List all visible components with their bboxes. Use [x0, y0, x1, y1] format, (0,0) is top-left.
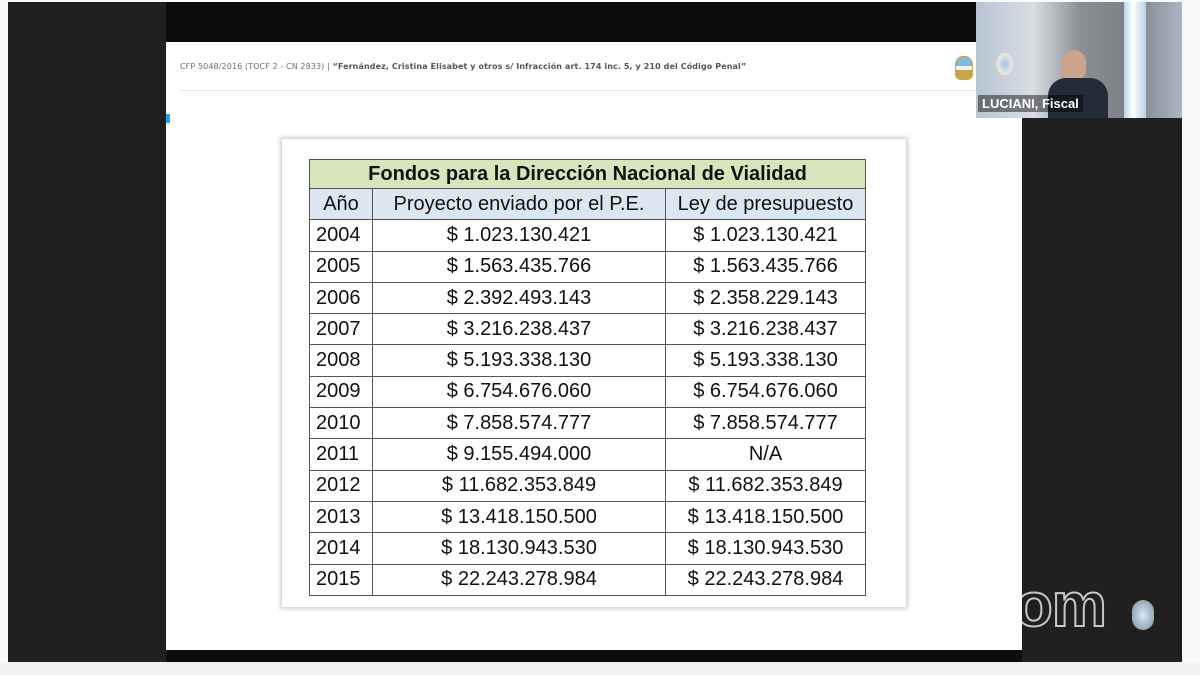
table-row	[310, 282, 866, 313]
project-value-cell: $ 2.392.493.143	[373, 282, 666, 313]
column-header-project: Proyecto enviado por el P.E.	[373, 189, 666, 220]
year-cell: 2007	[310, 314, 373, 345]
header-divider	[180, 90, 980, 91]
table-row	[310, 376, 866, 407]
budget-value-cell: $ 7.858.574.777	[666, 408, 866, 439]
project-value-cell: $ 1.023.130.421	[373, 220, 666, 251]
project-value-cell: $ 11.682.353.849	[373, 470, 666, 501]
funds-table-card	[282, 139, 906, 607]
shared-screen-bottombar	[166, 650, 1022, 662]
table-title: Fondos para la Dirección Nacional de Vialidad	[310, 160, 866, 189]
column-header-year: Año	[310, 189, 373, 220]
participant-video-tile[interactable]	[976, 2, 1182, 118]
year-cell: 2015	[310, 564, 373, 595]
table-row	[310, 470, 866, 501]
project-value-cell: $ 1.563.435.766	[373, 251, 666, 282]
project-value-cell: $ 13.418.150.500	[373, 501, 666, 532]
year-cell: 2010	[310, 408, 373, 439]
year-cell: 2009	[310, 376, 373, 407]
table-row	[310, 533, 866, 564]
table-row	[310, 564, 866, 595]
case-title: “Fernández, Cristina Elisabet y otros s/ Infracción art. 174 inc. 5, y 210 del Código Penal”	[332, 62, 747, 71]
coat-of-arms-icon	[996, 52, 1014, 76]
table-row	[310, 251, 866, 282]
coat-of-arms-icon	[955, 56, 973, 80]
slide-marker	[166, 114, 170, 123]
case-reference: CFP 5048/2016 (TOCF 2 - CN 2833) |	[180, 62, 333, 71]
project-value-cell: $ 22.243.278.984	[373, 564, 666, 595]
year-cell: 2014	[310, 533, 373, 564]
table-row	[310, 220, 866, 251]
project-value-cell: $ 7.858.574.777	[373, 408, 666, 439]
year-cell: 2004	[310, 220, 373, 251]
year-cell: 2013	[310, 501, 373, 532]
budget-value-cell: N/A	[666, 439, 866, 470]
budget-value-cell: $ 11.682.353.849	[666, 470, 866, 501]
project-value-cell: $ 9.155.494.000	[373, 439, 666, 470]
budget-value-cell: $ 18.130.943.530	[666, 533, 866, 564]
shared-screen-slide	[166, 42, 1022, 650]
participant-head	[1062, 50, 1086, 80]
year-cell: 2011	[310, 439, 373, 470]
project-value-cell: $ 3.216.238.437	[373, 314, 666, 345]
project-value-cell: $ 6.754.676.060	[373, 376, 666, 407]
case-header	[180, 62, 746, 71]
funds-table	[309, 159, 866, 596]
table-row	[310, 501, 866, 532]
budget-value-cell: $ 1.023.130.421	[666, 220, 866, 251]
flag-icon	[1124, 2, 1146, 118]
budget-value-cell: $ 22.243.278.984	[666, 564, 866, 595]
year-cell: 2005	[310, 251, 373, 282]
column-header-budget-law: Ley de presupuesto	[666, 189, 866, 220]
budget-value-cell: $ 6.754.676.060	[666, 376, 866, 407]
project-value-cell: $ 18.130.943.530	[373, 533, 666, 564]
table-row	[310, 408, 866, 439]
participant-name-label: LUCIANI, Fiscal	[978, 95, 1083, 112]
table-row	[310, 439, 866, 470]
budget-value-cell: $ 2.358.229.143	[666, 282, 866, 313]
year-cell: 2006	[310, 282, 373, 313]
court-seal-icon	[1132, 600, 1154, 630]
project-value-cell: $ 5.193.338.130	[373, 345, 666, 376]
budget-value-cell: $ 1.563.435.766	[666, 251, 866, 282]
shared-screen-topbar	[166, 2, 976, 42]
year-cell: 2012	[310, 470, 373, 501]
budget-value-cell: $ 5.193.338.130	[666, 345, 866, 376]
bottom-strip	[0, 662, 1200, 675]
table-row	[310, 345, 866, 376]
zoom-logo: zoom	[948, 571, 1106, 640]
table-row	[310, 314, 866, 345]
year-cell: 2008	[310, 345, 373, 376]
budget-value-cell: $ 3.216.238.437	[666, 314, 866, 345]
budget-value-cell: $ 13.418.150.500	[666, 501, 866, 532]
